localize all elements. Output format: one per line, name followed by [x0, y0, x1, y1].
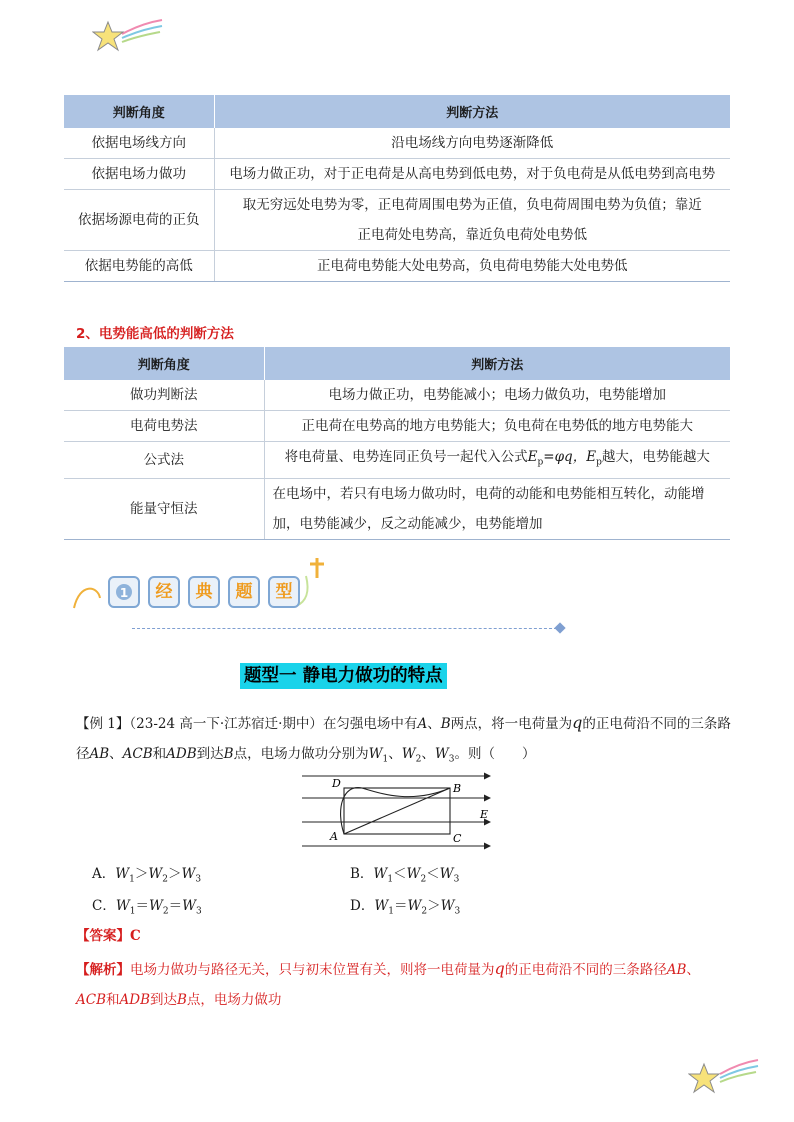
- table-cell: 依据电势能的高低: [64, 251, 214, 282]
- table-cell-formula: 将电荷量、电势连同正负号一起代入公式$E_p=\varphi q$，$E_p$越大，电势能越大: [264, 442, 730, 479]
- table-cell: 依据电场线方向: [64, 128, 214, 159]
- table-cell: 能量守恒法: [64, 478, 264, 539]
- shooting-star-icon: [92, 18, 164, 56]
- option-c[interactable]: C．$W_1=W_2=W_3$: [92, 898, 202, 917]
- table-cell: 电场力做正功，电势能减小；电场力做负功，电势能增加: [264, 380, 730, 411]
- table-row: [64, 190, 730, 251]
- table-cell: 正电荷在电势高的地方电势能大；负电荷在电势低的地方电势能大: [264, 411, 730, 442]
- table-cell: 沿电场线方向电势逐渐降低: [214, 128, 730, 159]
- analysis: 【解析】电场力做功与路径无关，只与初末位置有关，则将一电荷量为q的正电荷沿不同的三条路径AB、 ACB和ADB到达B点，电场力做功: [76, 959, 700, 1008]
- label-E: E: [480, 808, 489, 821]
- table-cell: 依据电场力做功: [64, 159, 214, 190]
- divider: [132, 628, 557, 629]
- table-header: 判断方法: [214, 95, 730, 128]
- answer: 【答案】C: [76, 928, 141, 944]
- table-header: 判断角度: [64, 347, 264, 380]
- banner-char: 题: [228, 576, 260, 608]
- table-row: [64, 478, 730, 539]
- potential-judgment-table: [64, 95, 730, 282]
- topic-title: 题型一 静电力做功的特点: [240, 663, 447, 689]
- table-cell: 电荷电势法: [64, 411, 264, 442]
- label-C: C: [453, 832, 462, 845]
- example-question: 【例 1】（23-24 高一下·江苏宿迁·期中）在匀强电场中有A、B两点，将一电荷量为q的正电荷沿不同的三条路径AB、ACB和ADB到达B点，电场力做功分别为$W_1$、$W_2$、$W_3$。则（ ）: [76, 713, 731, 765]
- energy-judgment-table: [64, 347, 730, 540]
- table-row: [64, 442, 730, 479]
- section-title: 2、电势能高低的判断方法: [76, 326, 234, 342]
- table-row: [64, 411, 730, 442]
- banner-number-badge: 1: [108, 576, 140, 608]
- label-B: B: [453, 782, 462, 795]
- option-a[interactable]: A．$W_1>W_2>W_3$: [92, 866, 202, 885]
- table-header: 判断方法: [264, 347, 730, 380]
- table-cell: 正电荷电势能大处电势高，负电荷电势能大处电势低: [214, 251, 730, 282]
- banner-char: 经: [148, 576, 180, 608]
- table-row: [64, 159, 730, 190]
- diamond-icon: [554, 622, 565, 633]
- table-cell: 公式法: [64, 442, 264, 479]
- table-cell: 在电场中，若只有电场力做功时，电荷的动能和电势能相互转化，动能增加，电势能减少，反之动能减少，电势能增加: [264, 478, 730, 539]
- banner-char: 典: [188, 576, 220, 608]
- table-header: 判断角度: [64, 95, 214, 128]
- table-row: [64, 251, 730, 282]
- table-cell: 依据场源电荷的正负: [64, 190, 214, 251]
- shooting-star-icon: [688, 1058, 760, 1098]
- table-row: [64, 128, 730, 159]
- label-A: A: [330, 830, 338, 843]
- option-b[interactable]: B．$W_1<W_2<W_3$: [350, 866, 460, 885]
- table-row: [64, 380, 730, 411]
- option-d[interactable]: D．$W_1=W_2>W_3$: [350, 898, 461, 917]
- table-cell: 电场力做正功，对于正电荷是从高电势到低电势，对于负电荷是从低电势到高电势: [214, 159, 730, 190]
- table-cell: 取无穷远处电势为零，正电荷周围电势为正值，负电荷周围电势为负值；靠近正电荷处电势高，靠近负电荷处电势低: [214, 190, 730, 251]
- banner-char: 型: [268, 576, 300, 608]
- electric-field-diagram: [302, 770, 496, 852]
- table-cell: 做功判断法: [64, 380, 264, 411]
- label-D: D: [332, 777, 341, 790]
